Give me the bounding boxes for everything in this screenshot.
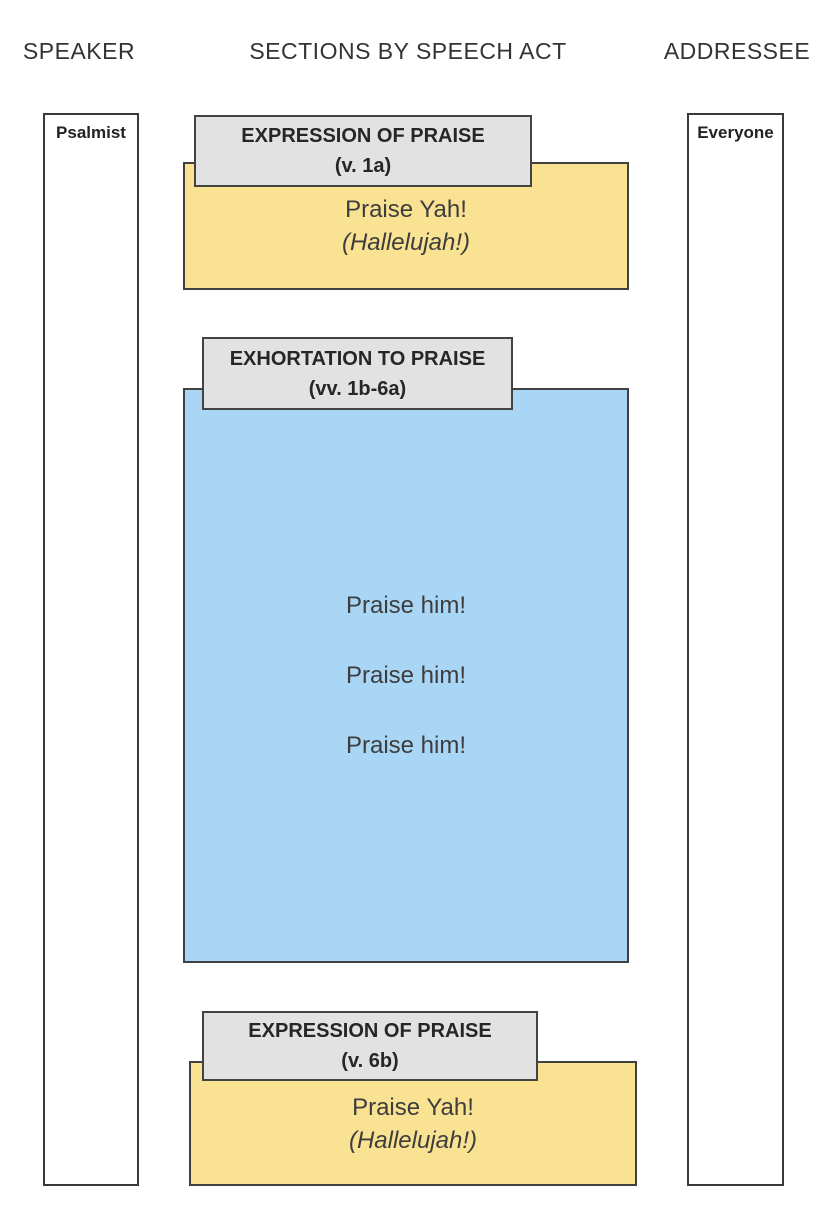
speaker-column-header: SPEAKER (22, 38, 136, 64)
addressee-box (687, 113, 784, 1186)
section-title-expression-of-praise-v1a (194, 115, 532, 187)
section-body-exhortation-to-praise (183, 388, 629, 963)
body-line: Praise him! (345, 592, 467, 619)
body-line: Praise him! (345, 662, 467, 689)
addressee-column-header: ADDRESSEE (663, 38, 811, 64)
speaker-box-label: Psalmist (56, 123, 126, 142)
body-line: (Hallelujah!) (341, 229, 471, 256)
sections-column-header: SECTIONS BY SPEECH ACT (249, 38, 567, 64)
body-line: Praise him! (345, 732, 467, 759)
section-title-line: EXPRESSION OF PRAISE (241, 125, 485, 147)
speaker-box (43, 113, 139, 1186)
body-line: (Hallelujah!) (348, 1126, 478, 1154)
addressee-box-label: Everyone (697, 123, 774, 142)
section-title-expression-of-praise-v6b (202, 1011, 538, 1081)
body-line: Praise Yah! (352, 1093, 474, 1121)
body-line: Praise Yah! (345, 196, 467, 223)
section-title-exhortation-to-praise (202, 337, 513, 410)
section-title-verse: (v. 6b) (341, 1050, 399, 1072)
section-title-verse: (v. 1a) (334, 155, 392, 177)
section-title-line: EXPRESSION OF PRAISE (248, 1020, 492, 1042)
section-title-verse: (vv. 1b-6a) (308, 377, 407, 400)
section-title-line: EXHORTATION TO PRAISE (229, 347, 486, 370)
